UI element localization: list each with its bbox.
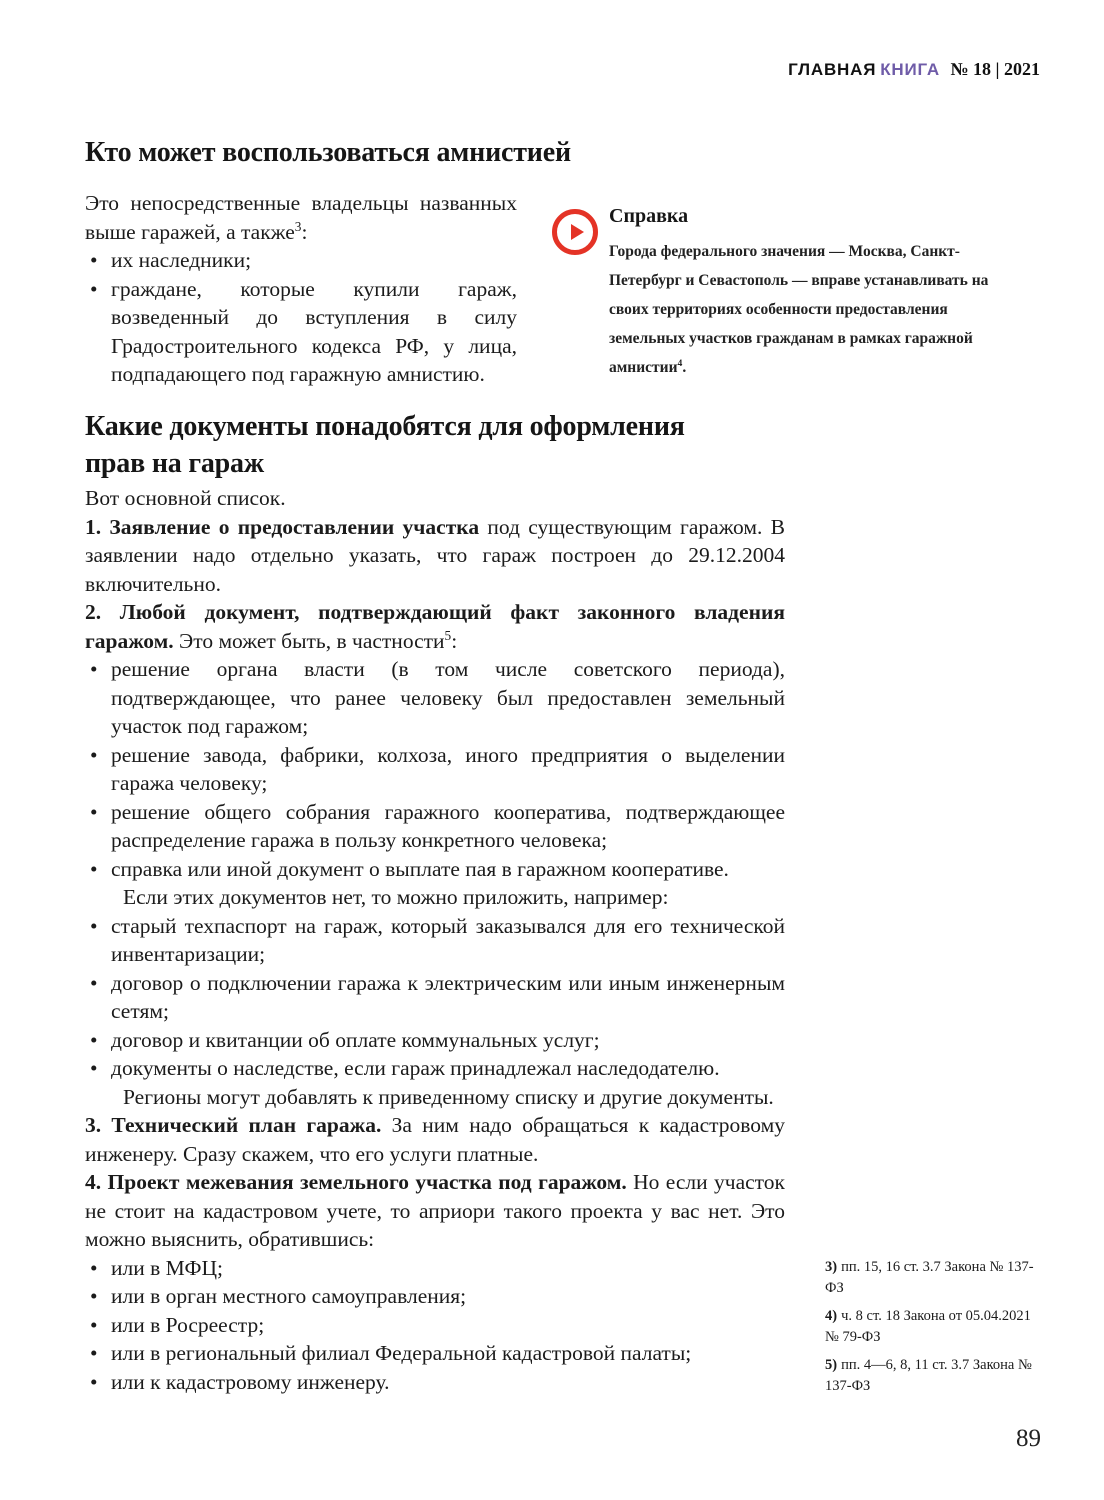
list-item: • решение органа власти (в том числе советского периода), подтверждающее, что ранее человеку был предоставлен земельный участок под гаражом; <box>85 655 785 741</box>
item-lead: 4. Проект межевания земельного участка под гаражом. <box>85 1170 627 1194</box>
footnote-marker: 5) <box>825 1357 838 1373</box>
list-item: • справка или иной документ о выплате пая в гаражном кооперативе. <box>85 855 785 884</box>
play-circle-icon <box>552 209 598 255</box>
list-item: • договор и квитанции об оплате коммунальных услуг; <box>85 1026 785 1055</box>
spravka-title: Справка <box>609 205 689 227</box>
numbered-item-3 <box>85 1111 785 1168</box>
regions-paragraph: Регионы могут добавлять к приведенному списку и другие документы. <box>123 1084 774 1109</box>
footnote-ref-3: 3 <box>294 218 302 234</box>
page-number: 89 <box>1016 1425 1041 1452</box>
footnote-5 <box>825 1355 1043 1397</box>
spravka-callout <box>552 205 1017 382</box>
issue-number: № 18 | 2021 <box>950 59 1040 79</box>
footnote-4 <box>825 1306 1043 1348</box>
item-lead: 3. Технический план гаража. <box>85 1113 382 1137</box>
list-item: • или в МФЦ; <box>85 1254 785 1283</box>
footnote-text: пп. 15, 16 ст. 3.7 Закона № 137-ФЗ <box>825 1259 1034 1296</box>
footnotes-block <box>825 1257 1043 1404</box>
list-item: • старый техпаспорт на гараж, который заказывался для его технической инвентаризации; <box>85 912 785 969</box>
footnote-ref-4: 4 <box>677 357 683 369</box>
intro-paragraph <box>85 189 517 246</box>
docs-intro: Вот основной список. <box>85 486 286 510</box>
spravka-period: . <box>682 359 687 376</box>
play-triangle-icon <box>571 224 584 240</box>
footnote-text: ч. 8 ст. 18 Закона от 05.04.2021 № 79-ФЗ <box>825 1308 1031 1345</box>
list-item: • или в орган местного самоуправления; <box>85 1282 785 1311</box>
intro-text: Это непосредственные владельцы названных выше гаражей, а также <box>85 191 517 244</box>
brand-name-part2: КНИГА <box>880 60 940 79</box>
list-item: • их наследники; <box>85 246 517 275</box>
list-item: • или в региональный филиал Федеральной кадастровой палаты; <box>85 1339 785 1368</box>
item-text: Но если участок не стоит на кадастровом учете, то априори такого проекта у вас нет. Это можно выяснить, обратившись: <box>85 1170 785 1251</box>
spravka-text: Города федерального значения — Москва, Санкт-Петербург и Севастополь — вправе устанавливать на своих территориях особенности предоставления земельных участков гражданам в рамках гаражной амнистии <box>609 243 989 376</box>
list-item: • решение завода, фабрики, колхоза, иного предприятия о выделении гаража человеку; <box>85 741 785 798</box>
intro-column <box>85 189 517 389</box>
documents-list <box>85 484 785 1396</box>
list-item: • решение общего собрания гаражного кооператива, подтверждающее распределение гаража в пользу конкретного человека; <box>85 798 785 855</box>
list-item: • документы о наследстве, если гараж принадлежал наследодателю. <box>85 1054 785 1083</box>
continuation-note: Если этих документов нет, то можно приложить, например: <box>123 885 669 909</box>
footnote-3 <box>825 1257 1043 1299</box>
magazine-masthead <box>788 59 1040 80</box>
item-text: За ним надо обращаться к кадастровому инженеру. Сразу скажем, что его услуги платные. <box>85 1113 785 1166</box>
footnote-marker: 3) <box>825 1259 838 1275</box>
section-title-docs <box>85 408 805 482</box>
intro-colon: : <box>301 219 308 244</box>
list-item: • или к кадастровому инженеру. <box>85 1368 785 1397</box>
list-item: • или в Росреестр; <box>85 1311 785 1340</box>
numbered-item-1 <box>85 513 785 599</box>
numbered-item-2 <box>85 598 785 655</box>
spravka-content <box>609 205 1017 382</box>
list-item: • граждане, которые купили гараж, возведенный до вступления в силу Градостроительного кодекса РФ, у лица, подпадающего под гаражную амнистию. <box>85 275 517 389</box>
footnote-marker: 4) <box>825 1308 838 1324</box>
list-item: • договор о подключении гаража к электрическим или иным инженерным сетям; <box>85 969 785 1026</box>
spravka-body <box>609 237 1021 382</box>
section-title-who: Кто может воспользоваться амнистией <box>85 137 571 168</box>
title-line: прав на гараж <box>85 448 264 479</box>
item-text: под существующим гаражом. В заявлении надо отдельно указать, что гараж построен до 29.12.2004 включительно. <box>85 514 785 596</box>
title-line: Какие документы понадобятся для оформления <box>85 411 685 442</box>
item-lead: 2. Любой документ, подтверждающий факт законного владения гаражом. <box>85 600 785 653</box>
numbered-item-4 <box>85 1168 785 1254</box>
item-text: Это может быть, в частности <box>173 628 445 653</box>
footnote-text: пп. 4—6, 8, 11 ст. 3.7 Закона № 137-ФЗ <box>825 1357 1032 1394</box>
item-colon: : <box>451 628 458 653</box>
footnote-ref-5: 5 <box>444 627 452 643</box>
brand-name-part1: ГЛАВНАЯ <box>788 60 877 79</box>
item-lead: 1. Заявление о предоставлении участка <box>85 514 480 539</box>
